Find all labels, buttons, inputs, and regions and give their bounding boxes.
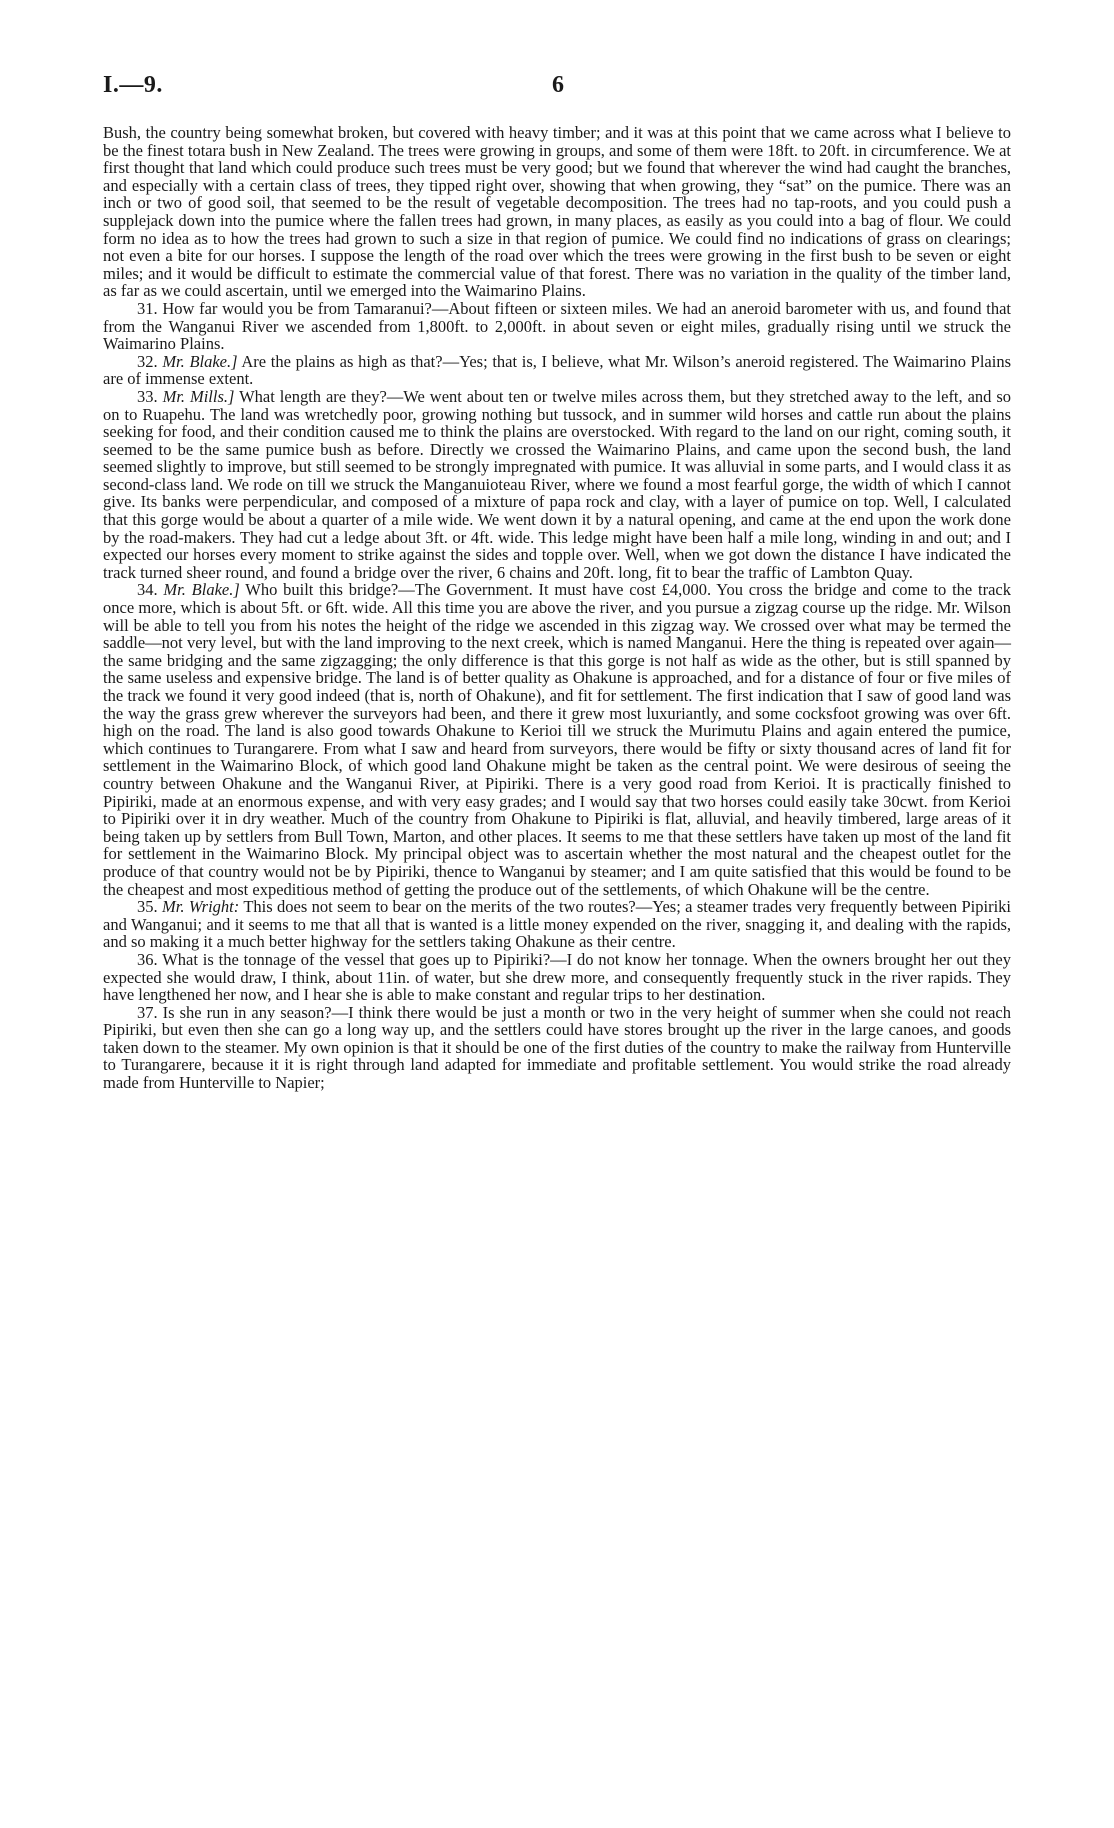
speaker: Mr. Mills.]: [162, 386, 235, 406]
speaker: Mr. Blake.]: [163, 580, 240, 600]
question-text: Are the plains as high as that?—Yes; that is, I believe, what Mr. Wilson’s aneroid registered. The Waimarino Plains are of immense extent.: [103, 351, 1011, 389]
question-34: [103, 581, 1011, 898]
question-31: 31. How far would you be from Tamaranui?—About fifteen or sixteen miles. We had an aneroid barometer with us, and found that from the Wanganui River we ascended from 1,800ft. to 2,000ft. in about seven or eight miles, gradually rising until we struck the Waimarino Plains.: [103, 298, 1011, 354]
question-33: [103, 388, 1011, 582]
question-35: [103, 898, 1011, 951]
question-number: 34.: [137, 580, 158, 600]
speaker: Mr. Wright:: [162, 897, 240, 917]
question-32: [103, 353, 1011, 388]
question-number: 33.: [137, 386, 158, 406]
page-number: 6: [552, 72, 564, 98]
question-text: What length are they?—We went about ten or twelve miles across them, but they stretched away to the left, and so on to Ruapehu. The land was wretchedly poor, growing nothing but tussock, and in summer wild horses and cattle run about the plains seeking for food, and their condition caused me to think the plains are overstocked. With regard to the land on our right, coming south, it seemed to be the same pumice bush as before. Directly we crossed the Waimarino Plains, and came upon the second bush, the land seemed slightly to improve, but still seemed to be strongly impregnated with pumice. It was alluvial in some parts, and I would class it as second-class land. We rode on till we struck the Manganuioteau River, where we found a most fearful gorge, the width of which I cannot give. Its banks were perpendicular, and composed of a mixture of papa rock and clay, with a layer of pumice on top. Well, I calculated that this gorge would be about a quarter of a mile wide. We went down it by a natural opening, and came at the end upon the work done by the road-makers. They had cut a ledge about 3ft. or 4ft. wide. This ledge might have been half a mile long, winding in and out; and I expected our horses every moment to strike against the sides and topple over. Well, when we got down the distance I have indicated the track turned sheer round, and found a bridge over the river, 6 chains and 20ft. long, fit to bear the traffic of Lambton Quay.: [103, 386, 1012, 582]
speaker: Mr. Blake.]: [162, 351, 238, 371]
question-text: Who built this bridge?—The Government. It must have cost £4,000. You cross the bridge and come to the track once more, which is about 5ft. or 6ft. wide. All this time you are above the river, and you pursue a zigzag course up the ridge. Mr. Wilson will be able to tell you from his notes the height of the ridge we ascended in this zigzag way. We crossed over what may be termed the saddle—not very level, but with the land improving to the next creek, which is named Manganui. Here the thing is repeated over again—the same bridging and the same zigzagging; the only difference is that this gorge is not half as wide as the other, but is still spanned by the same useless and expensive bridge. The land is of better quality as Ohakune is approached, and for a distance of four or five miles of the track we found it very good indeed (that is, north of Ohakune), and fit for settlement. The first indication that I saw of good land was the way the grass grew wherever the surveyors had been, and there it grew most luxuriantly, and some cocksfoot growing was over 6ft. high on the road. The land is also good towards Ohakune to Kerioi till we struck the Murimutu Plains and again entered the pumice, which continues to Turangarere. From what I saw and heard from surveyors, there would be fifty or sixty thousand acres of land fit for settlement in the Waimarino Block, of which good land Ohakune might be taken as the central point. We were desirous of seeing the country between Ohakune and the Wanganui River, at Pipiriki. There is a very good road from Kerioi. It is practically finished to Pipiriki, made at an enormous expense, and with very easy grades; and I would say that two horses could easily take 30cwt. from Kerioi to Pipiriki over it in dry weather. Much of the country from Ohakune to Pipiriki is flat, alluvial, and heavily timbered, large areas of it being taken up by settlers from Bull Town, Marton, and other places. It seems to me that these settlers have taken up most of the land fit for settlement in the Waimarino Block. My principal object was to ascertain whether the most natural and the cheapest outlet for the produce of that country would not be by Pipiriki, thence to Wanganui by steamer; and I am quite satisfied that this would be found to be the cheapest and most expeditious method of getting the produce out of the settlements, of which Ohakune will be the centre.: [103, 580, 1011, 899]
question-text: This does not seem to bear on the merits of the two routes?—Yes; a steamer trades very frequently between Pipiriki and Wanganui; and it seems to me that all that is wanted is a little money expended on the river, snagging it, and dealing with the rapids, and so making it a much better highway for the settlers taking Ohakune as their centre.: [103, 897, 1012, 952]
question-number: 35.: [137, 897, 158, 917]
document-body: [103, 124, 1011, 1092]
question-37: 37. Is she run in any season?—I think there would be just a month or two in the very height of summer when she could not reach Pipiriki, but even then she can go a long way up, and the settlers could have stores brought up the river in the large canoes, and goods taken down to the steamer. My own opinion is that it should be one of the first duties of the country to make the railway from Hunterville to Turangarere, because it it is right through land adapted for immediate and profitable settlement. You would strike the road already made from Hunterville to Napier;: [103, 1002, 1011, 1093]
question-36: 36. What is the tonnage of the vessel that goes up to Pipiriki?—I do not know her tonnage. When the owners brought her out they expected she would draw, I think, about 11in. of water, but she drew more, and consequently frequently stuck in the river rapids. They have lengthened her now, and I hear she is able to make constant and regular trips to her destination.: [103, 949, 1011, 1005]
question-number: 32.: [137, 351, 158, 371]
document-reference: I.—9.: [103, 72, 163, 98]
page-header: [103, 72, 1011, 102]
paragraph-continuation: Bush, the country being somewhat broken, but covered with heavy timber; and it was at this point that we came across what I believe to be the finest totara bush in New Zealand. The trees were growing in groups, and some of them were 18ft. to 20ft. in circumference. We at first thought that land which could produce such trees must be very good; but we found that wherever the wind had caught the branches, and especially with a certain class of trees, they tipped right over, showing that when growing, they “sat” on the pumice. There was an inch or two of good soil, that seemed to be the result of vegetable decomposition. The trees had no tap-roots, and you could push a supplejack down into the pumice where the fallen trees had grown, in many places, as easily as you could into a bag of flour. We could form no idea as to how the trees had grown to such a size in that region of pumice. We could find no indications of grass on clearings; not even a bite for our horses. I suppose the length of the road over which the trees were growing in the first bush to be seven or eight miles; and it would be difficult to estimate the commercial value of that forest. There was no variation in the quality of the timber land, as far as we could ascertain, until we emerged into the Waimarino Plains.: [103, 123, 1011, 301]
